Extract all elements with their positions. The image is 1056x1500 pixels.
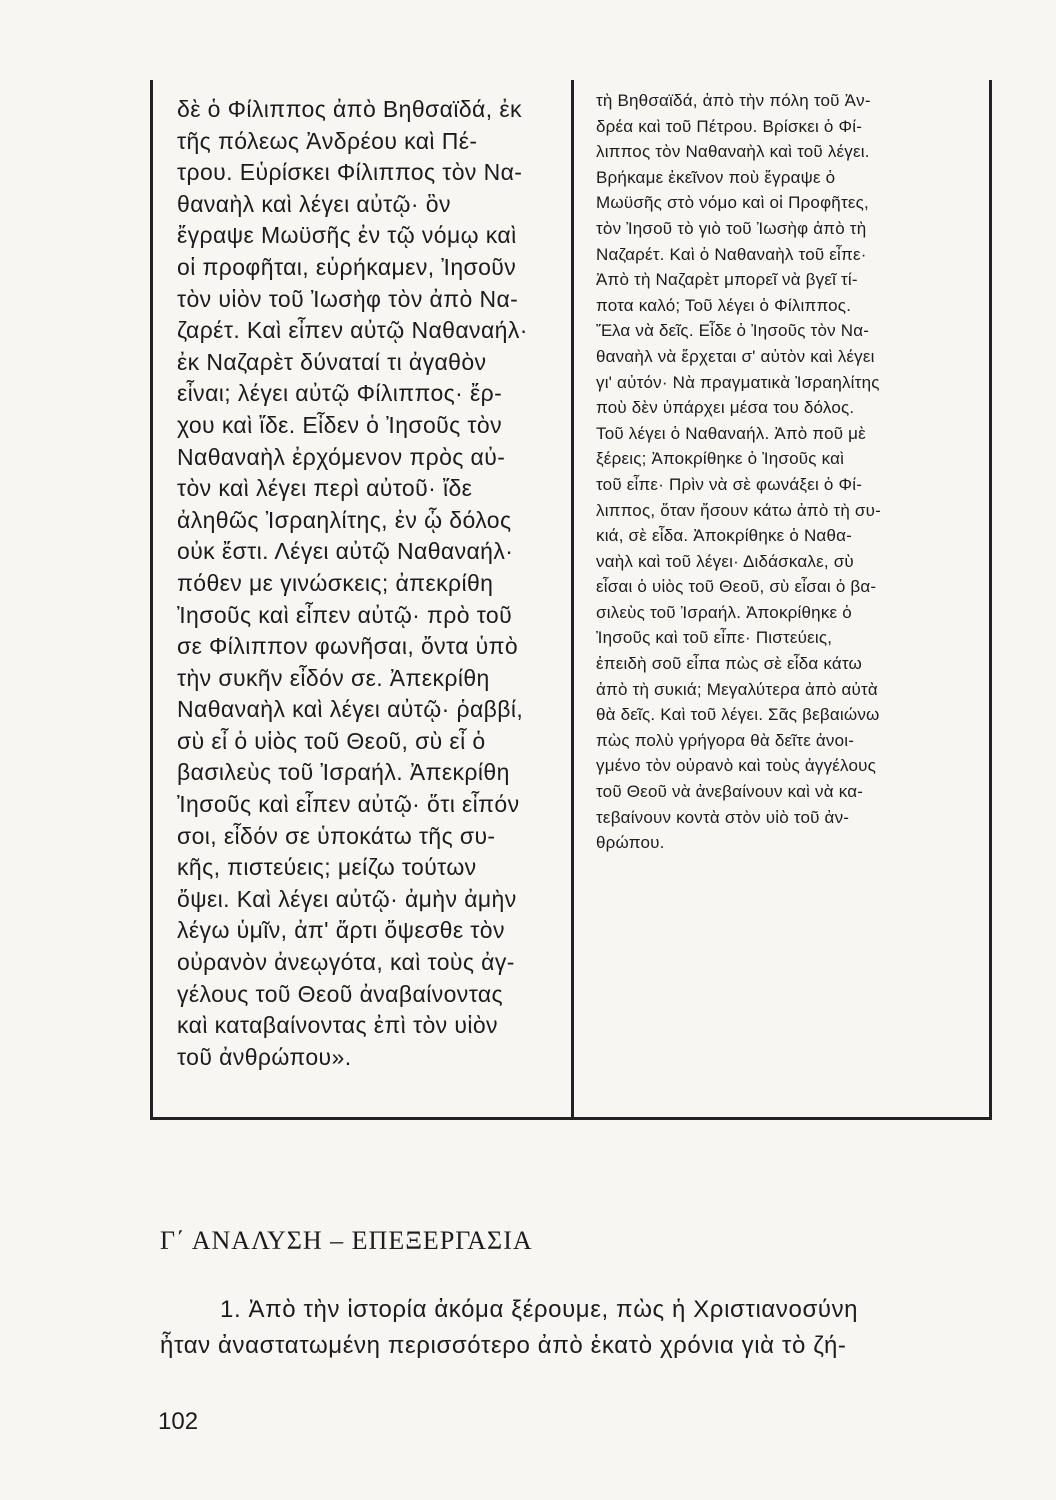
text-line: σε Φίλιππον φωνῆσαι, ὄντα ὑπὸ	[177, 633, 519, 660]
body-paragraph	[160, 1292, 1006, 1364]
text-line: χου καὶ ἴδε. Εἶδεν ὁ Ἰησοῦς τὸν	[177, 411, 502, 438]
text-line: ἀληθῶς Ἰσραηλίτης, ἐν ᾧ δόλος	[177, 506, 512, 533]
text-line: τὴ Βηθσαϊδά, ἀπὸ τὴν πόλη τοῦ Ἀν-	[596, 91, 871, 110]
text-line: λιππος, ὅταν ἤσουν κάτω ἀπὸ τὴ συ-	[596, 500, 881, 520]
text-line: Ναζαρέτ. Καὶ ὁ Ναθαναὴλ τοῦ εἶπε·	[596, 244, 867, 264]
text-line: ἐπειδὴ σοῦ εἶπα πὼς σὲ εἶδα κάτω	[596, 654, 863, 674]
text-line: θὰ δεῖς. Καὶ τοῦ λέγει. Σᾶς βεβαιώνω	[596, 705, 880, 725]
text-line: κιά, σὲ εἶδα. Ἀποκρίθηκε ὁ Ναθα-	[596, 526, 853, 546]
text-line: εἶναι; λέγει αὐτῷ Φίλιππος· ἔρ-	[177, 380, 503, 407]
text-line: ἔγραψε Μωϋσῆς ἐν τῷ νόμῳ καὶ	[177, 222, 517, 249]
text-line: γμένο τὸν οὐρανὸ καὶ τοὺς ἀγγέλους	[596, 756, 877, 776]
section-heading: Γ΄ ΑΝΑΛΥΣΗ – ΕΠΕΞΕΡΓΑΣΙΑ	[160, 1226, 533, 1255]
text-line: 1. Ἀπὸ τὴν ἱστορία ἀκόμα ξέρουμε, πὼς ἡ Χριστιανοσύνη	[220, 1296, 859, 1323]
text-line: Ἀπὸ τὴ Ναζαρὲτ μπορεῖ νὰ βγεῖ τί-	[596, 270, 858, 290]
text-line: καὶ καταβαίνοντας ἐπὶ τὸν υἱὸν	[177, 1012, 498, 1039]
text-line: πόθεν με γινώσκεις; ἀπεκρίθη	[177, 569, 494, 596]
modern-greek-translation-column	[574, 80, 992, 1120]
text-line: ποτα καλό; Τοῦ λέγει ὁ Φίλιππος.	[596, 295, 852, 315]
text-line: ἀπὸ τὴ συκιά; Μεγαλύτερα ἀπὸ αὐτὰ	[596, 679, 878, 699]
text-line: Ἰησοῦς καὶ εἶπεν αὐτῷ· ὅτι εἶπόν	[177, 791, 520, 818]
text-line: ὄψει. Καὶ λέγει αὐτῷ· ἀμὴν ἀμὴν	[177, 885, 517, 912]
text-line: Βρήκαμε ἐκεῖνον ποὺ ἔγραψε ὁ	[596, 167, 836, 187]
text-line: δρέα καὶ τοῦ Πέτρου. Βρίσκει ὁ Φί-	[596, 116, 863, 136]
text-line: ζαρέτ. Καὶ εἶπεν αὐτῷ Ναθαναήλ·	[177, 317, 528, 344]
greek-original-column	[150, 80, 574, 1120]
text-line: Ἔλα νὰ δεῖς. Εἶδε ὁ Ἰησοῦς τὸν Να-	[596, 321, 870, 341]
text-line: τὴν συκῆν εἶδόν σε. Ἀπεκρίθη	[177, 664, 490, 691]
text-line: θρώπου.	[596, 833, 665, 853]
text-line: τοῦ Θεοῦ νὰ ἀνεβαίνουν καὶ νὰ κα-	[596, 782, 864, 802]
text-line: βασιλεὺς τοῦ Ἰσραήλ. Ἀπεκρίθη	[177, 759, 510, 786]
page-number: 102	[158, 1408, 199, 1435]
text-line: λιππος τὸν Ναθαναὴλ καὶ τοῦ λέγει.	[596, 142, 870, 162]
text-line: γέλους τοῦ Θεοῦ ἀναβαίνοντας	[177, 980, 504, 1007]
text-line: εἶσαι ὁ υἱὸς τοῦ Θεοῦ, σὺ εἶσαι ὁ βα-	[596, 577, 877, 597]
text-line: τὸν καὶ λέγει περὶ αὐτοῦ· ἴδε	[177, 475, 473, 502]
text-line: ξέρεις; Ἀποκρίθηκε ὁ Ἰησοῦς καὶ	[596, 449, 845, 469]
text-line: Ναθαναὴλ καὶ λέγει αὐτῷ· ῥαββί,	[177, 696, 524, 723]
text-line: θαναὴλ νὰ ἔρχεται σ' αὐτὸν καὶ λέγει	[596, 346, 875, 366]
text-line: τὸν υἱὸν τοῦ Ἰωσὴφ τὸν ἀπὸ Να-	[177, 285, 519, 312]
text-line: ναὴλ καὶ τοῦ λέγει· Διδάσκαλε, σὺ	[596, 551, 854, 571]
text-line: τρου. Εὑρίσκει Φίλιππος τὸν Να-	[177, 159, 523, 186]
text-line: Ἰησοῦς καὶ τοῦ εἶπε· Πιστεύεις,	[596, 628, 833, 648]
text-line: ἦταν ἀναστατωμένη περισσότερο ἀπὸ ἑκατὸ χρόνια γιὰ τὸ ζή-	[160, 1332, 847, 1359]
text-line: σὺ εἶ ὁ υἱὸς τοῦ Θεοῦ, σὺ εἶ ὁ	[177, 727, 486, 754]
text-line: ποὺ δὲν ὑπάρχει μέσα του δόλος.	[596, 398, 855, 418]
text-line: Ναθαναὴλ ἐρχόμενον πρὸς αὐ-	[177, 443, 506, 470]
text-line: Τοῦ λέγει ὁ Ναθαναήλ. Ἀπὸ ποῦ μὲ	[596, 423, 866, 443]
text-line: Ἰησοῦς καὶ εἶπεν αὐτῷ· πρὸ τοῦ	[177, 601, 513, 628]
text-line: τῆς πόλεως Ἀνδρέου καὶ Πέ-	[177, 127, 478, 154]
text-line: θαναὴλ καὶ λέγει αὐτῷ· ὃν	[177, 190, 451, 217]
text-line: πὼς πολὺ γρήγορα θὰ δεῖτε ἀνοι-	[596, 730, 855, 750]
text-line: σιλεὺς τοῦ Ἰσραήλ. Ἀποκρίθηκε ὁ	[596, 602, 852, 622]
text-line: τεβαίνουν κοντὰ στὸν υἱὸ τοῦ ἀν-	[596, 807, 850, 827]
text-line: σοι, εἶδόν σε ὑποκάτω τῆς συ-	[177, 822, 496, 849]
text-line: κῆς, πιστεύεις; μείζω τούτων	[177, 854, 477, 881]
text-line: γι' αὐτόν· Νὰ πραγματικὰ Ἰσραηλίτης	[596, 372, 880, 392]
text-line: λέγω ὑμῖν, ἀπ' ἄρτι ὄψεσθε τὸν	[177, 917, 505, 944]
text-line: τὸν Ἰησοῦ τὸ γιὸ τοῦ Ἰωσὴφ ἀπὸ τὴ	[596, 218, 867, 238]
text-line: οἱ προφῆται, εὑρήκαμεν, Ἰησοῦν	[177, 253, 517, 280]
text-line: δὲ ὁ Φίλιππος ἀπὸ Βηθσαϊδά, ἐκ	[177, 96, 522, 122]
text-line: τοῦ ἀνθρώπου».	[177, 1043, 352, 1070]
text-line: ἐκ Ναζαρὲτ δύναταί τι ἀγαθὸν	[177, 348, 487, 375]
text-line: Μωϋσῆς στὸ νόμο καὶ οἱ Προφῆτες,	[596, 193, 869, 213]
text-line: τοῦ εἶπε· Πρὶν νὰ σὲ φωνάξει ὁ Φί-	[596, 474, 863, 494]
text-line: οὐρανὸν ἀνεῳγότα, καὶ τοὺς ἀγ-	[177, 949, 515, 976]
text-line: οὐκ ἔστι. Λέγει αὐτῷ Ναθαναήλ·	[177, 538, 514, 565]
